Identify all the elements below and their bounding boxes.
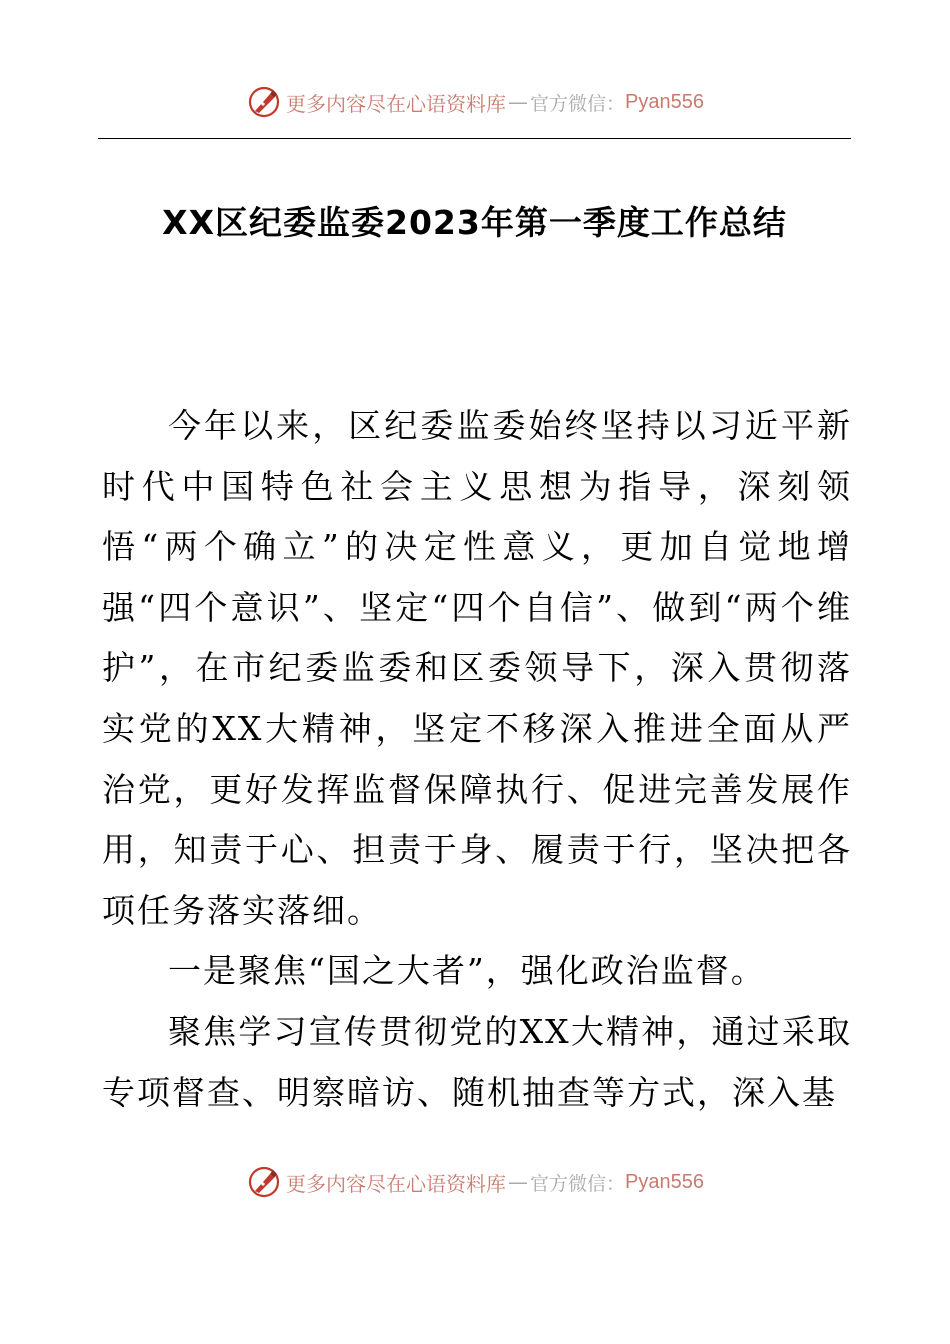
paragraph-body-1: 聚焦学习宣传贯彻党的XX大精神，通过采取专项督查、明察暗访、随机抽查等方式，深入基 <box>102 1011 852 1112</box>
footer-watermark <box>0 1162 950 1202</box>
paragraph-heading-1: 一是聚焦“国之大者”，强化政治监督。 <box>168 951 766 991</box>
watermark-separator: — <box>508 90 528 114</box>
document-title: XX区纪委监委2023年第一季度工作总结 <box>162 203 787 242</box>
watermark-separator: — <box>508 1170 528 1194</box>
watermark-id: Pyan556 <box>625 1170 704 1193</box>
pen-nib-logo-icon <box>246 1164 282 1200</box>
watermark-label: 官方微信： <box>530 1172 626 1195</box>
pen-nib-logo-icon <box>246 84 282 120</box>
watermark-id: Pyan556 <box>625 90 704 113</box>
watermark-text: 更多内容尽在心语资料库 <box>286 91 506 116</box>
watermark-text: 更多内容尽在心语资料库 <box>286 1171 506 1196</box>
document-body <box>102 396 852 1123</box>
header-watermark <box>0 82 950 122</box>
header-rule <box>98 138 851 139</box>
watermark-label: 官方微信： <box>530 92 626 115</box>
paragraph-intro: 今年以来，区纪委监委始终坚持以习近平新时代中国特色社会主义思想为指导，深刻领悟“两个确立”的决定性意义，更加自觉地增强“四个意识”、坚定“四个自信”、做到“两个维护”，在市纪委监委和区委领导下，深入贯彻落实党的XX大精神，坚定不移深入推进全面从严治党，更好发挥监督保障执行、促进完善发展作用，知责于心、担责于身、履责于行，坚决把各项任务落实落细。 <box>102 406 852 930</box>
